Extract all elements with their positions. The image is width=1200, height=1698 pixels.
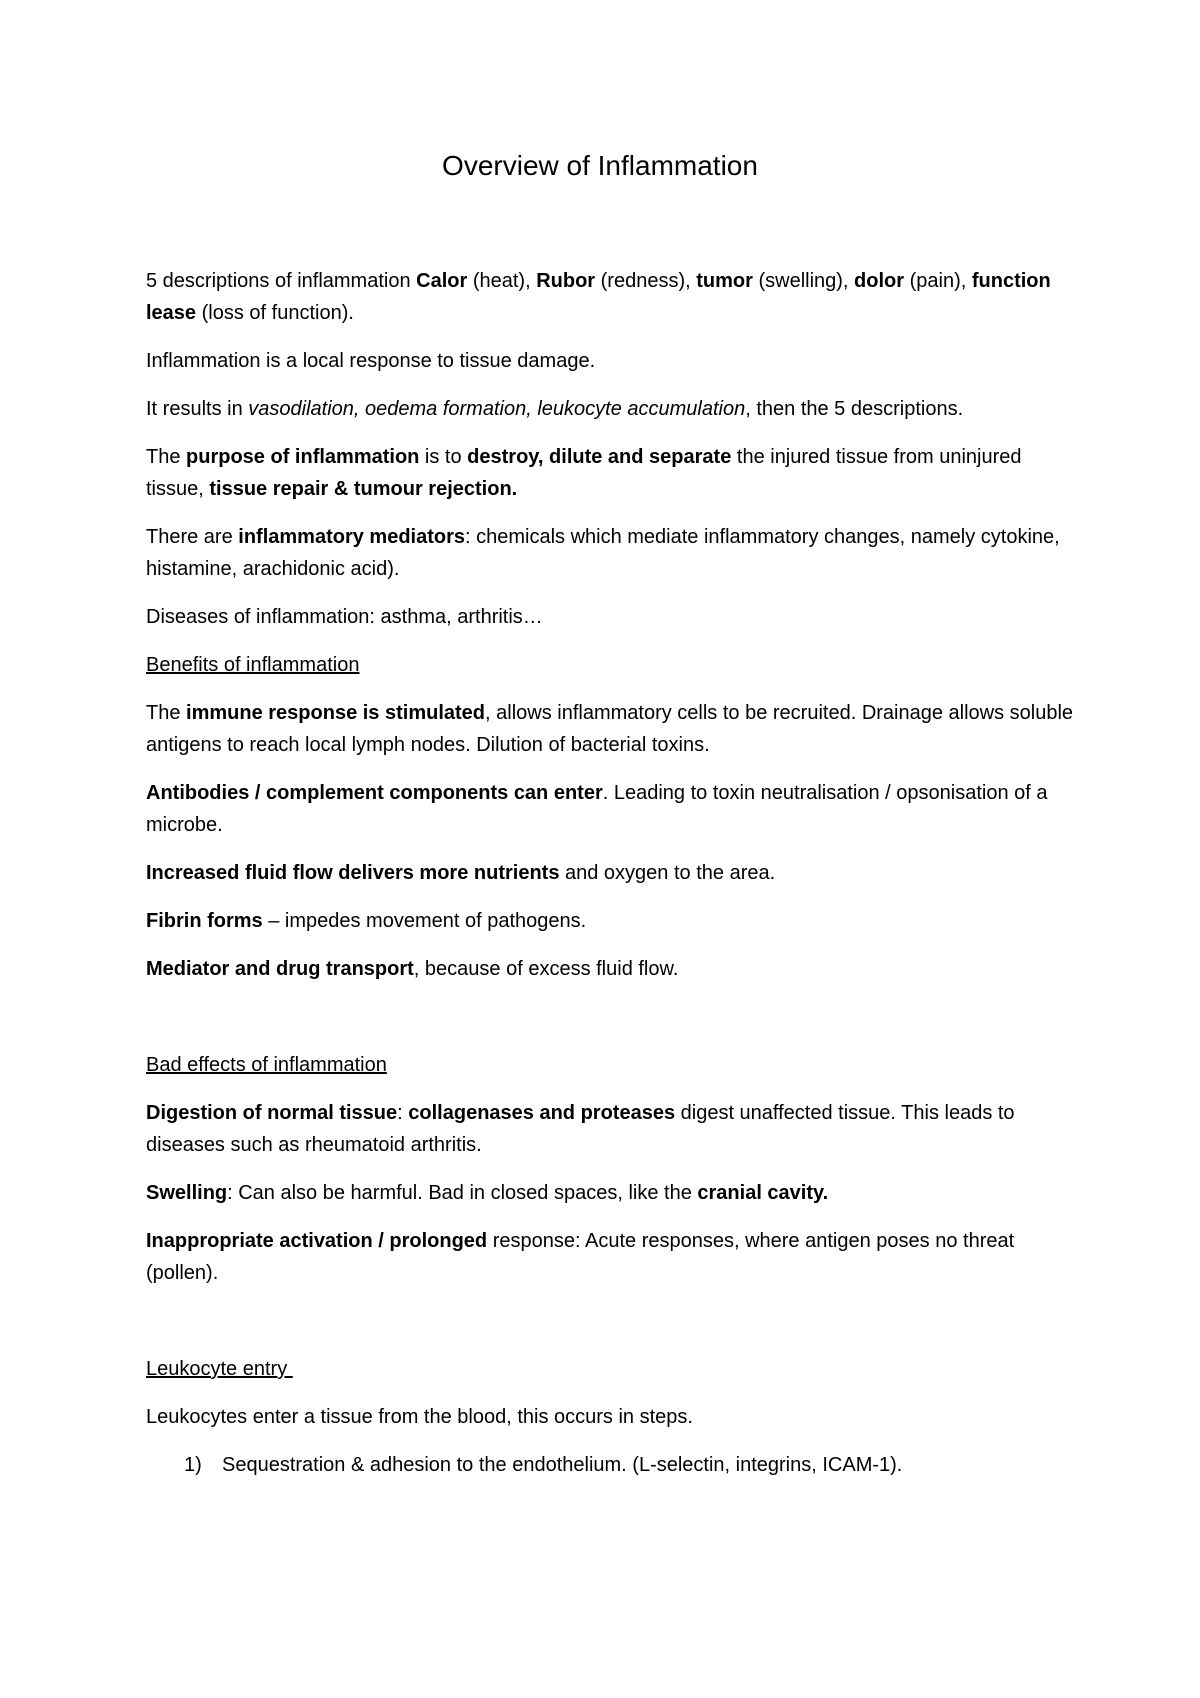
paragraph-inappropriate: [146, 1225, 1076, 1289]
list-item-text: Sequestration & adhesion to the endothelium. (L-selectin, integrins, ICAM-1).: [222, 1454, 903, 1476]
paragraph-mediator-transport: [146, 953, 1076, 985]
spacer: [146, 1305, 1076, 1353]
text-run: , then the 5 descriptions.: [745, 398, 964, 420]
document-body: [146, 265, 1076, 1497]
heading-leukocyte-entry: [146, 1353, 1076, 1385]
term-immune-response: immune response is stimulated: [186, 702, 486, 724]
term-calor: Calor: [416, 270, 468, 292]
text-run: response: Acute responses, where antigen poses no threat (pollen).: [146, 1230, 1015, 1284]
term-dolor: dolor: [854, 270, 905, 292]
term-fluid-flow: Increased fluid flow delivers more nutrients: [146, 862, 560, 884]
term-destroy-dilute-separate: destroy, dilute and separate: [467, 446, 732, 468]
text-run: the injured tissue from uninjured tissue,: [146, 446, 1022, 500]
term-inflammatory-mediators: inflammatory mediators: [238, 526, 465, 548]
term-digestion: Digestion of normal tissue: [146, 1102, 398, 1124]
paragraph-swelling: [146, 1177, 1076, 1209]
text-run: – impedes movement of pathogens.: [262, 910, 587, 932]
text-run: The: [146, 702, 187, 724]
text-run: It results in: [146, 398, 249, 420]
heading-bad-effects: [146, 1049, 1076, 1081]
term-collagenases: collagenases and proteases: [408, 1102, 676, 1124]
text-run: . Leading to toxin neutralisation / opsonisation of a microbe.: [146, 782, 1048, 836]
heading-bad-effects-text: Bad effects of inflammation: [146, 1054, 387, 1076]
text-run: : chemicals which mediate inflammatory changes, namely cytokine, histamine, arachidonic acid).: [146, 526, 1060, 580]
list-item: [146, 1449, 1076, 1481]
term-swelling: Swelling: [146, 1182, 228, 1204]
term-cranial-cavity: cranial cavity.: [697, 1182, 829, 1204]
text-run: : Can also be harmful. Bad in closed spaces, like the: [227, 1182, 698, 1204]
text-run: is to: [419, 446, 468, 468]
paragraph-antibodies: [146, 777, 1076, 841]
list-number: 1): [184, 1454, 202, 1476]
paragraph-purpose: [146, 441, 1076, 505]
paragraph-mediators: [146, 521, 1076, 585]
text-run: , allows inflammatory cells to be recruited. Drainage allows soluble antigens to reach local lymph nodes. Dilution of bacterial toxins.: [146, 702, 1074, 756]
text-run: 5 descriptions of inflammation: [146, 270, 417, 292]
paragraph-local-response: Inflammation is a local response to tissue damage.: [146, 350, 596, 372]
text-run: (heat),: [467, 270, 537, 292]
text-run: The: [146, 446, 187, 468]
page-title: Overview of Inflammation: [442, 150, 758, 181]
term-inappropriate-activation: Inappropriate activation / prolonged: [146, 1230, 488, 1252]
paragraph-fibrin: [146, 905, 1076, 937]
term-tissue-repair: tissue repair & tumour rejection.: [209, 478, 518, 500]
text-run: (loss of function).: [196, 302, 354, 324]
text-run: digest unaffected tissue. This leads to diseases such as rheumatoid arthritis.: [146, 1102, 1015, 1156]
paragraph-immune-response: [146, 697, 1076, 761]
text-run: There are: [146, 526, 239, 548]
paragraph-fluid-flow: [146, 857, 1076, 889]
term-tumor: tumor: [696, 270, 753, 292]
text-run: (swelling),: [752, 270, 855, 292]
paragraph-diseases: Diseases of inflammation: asthma, arthritis…: [146, 606, 543, 628]
term-fibrin: Fibrin forms: [146, 910, 263, 932]
text-run: , because of excess fluid flow.: [413, 958, 679, 980]
paragraph-results: [146, 393, 1076, 425]
paragraph-descriptions: [146, 265, 1076, 329]
paragraph-digestion: [146, 1097, 1076, 1161]
spacer: [146, 1001, 1076, 1049]
paragraph-leukocytes-enter: Leukocytes enter a tissue from the blood, this occurs in steps.: [146, 1406, 693, 1428]
text-run: (pain),: [904, 270, 972, 292]
heading-leukocyte-entry-text: Leukocyte entry: [146, 1358, 293, 1380]
text-run: (redness),: [595, 270, 697, 292]
term-rubor: Rubor: [536, 270, 596, 292]
heading-benefits: [146, 649, 1076, 681]
term-function-lease: function lease: [146, 270, 1051, 324]
term-antibodies: Antibodies / complement components can enter: [146, 782, 603, 804]
text-run: and oxygen to the area.: [559, 862, 776, 884]
text-run: :: [397, 1102, 409, 1124]
term-purpose: purpose of inflammation: [186, 446, 420, 468]
italic-results: vasodilation, oedema formation, leukocyte accumulation: [248, 398, 746, 420]
term-mediator-transport: Mediator and drug transport: [146, 958, 414, 980]
heading-benefits-text: Benefits of inflammation: [146, 654, 360, 676]
